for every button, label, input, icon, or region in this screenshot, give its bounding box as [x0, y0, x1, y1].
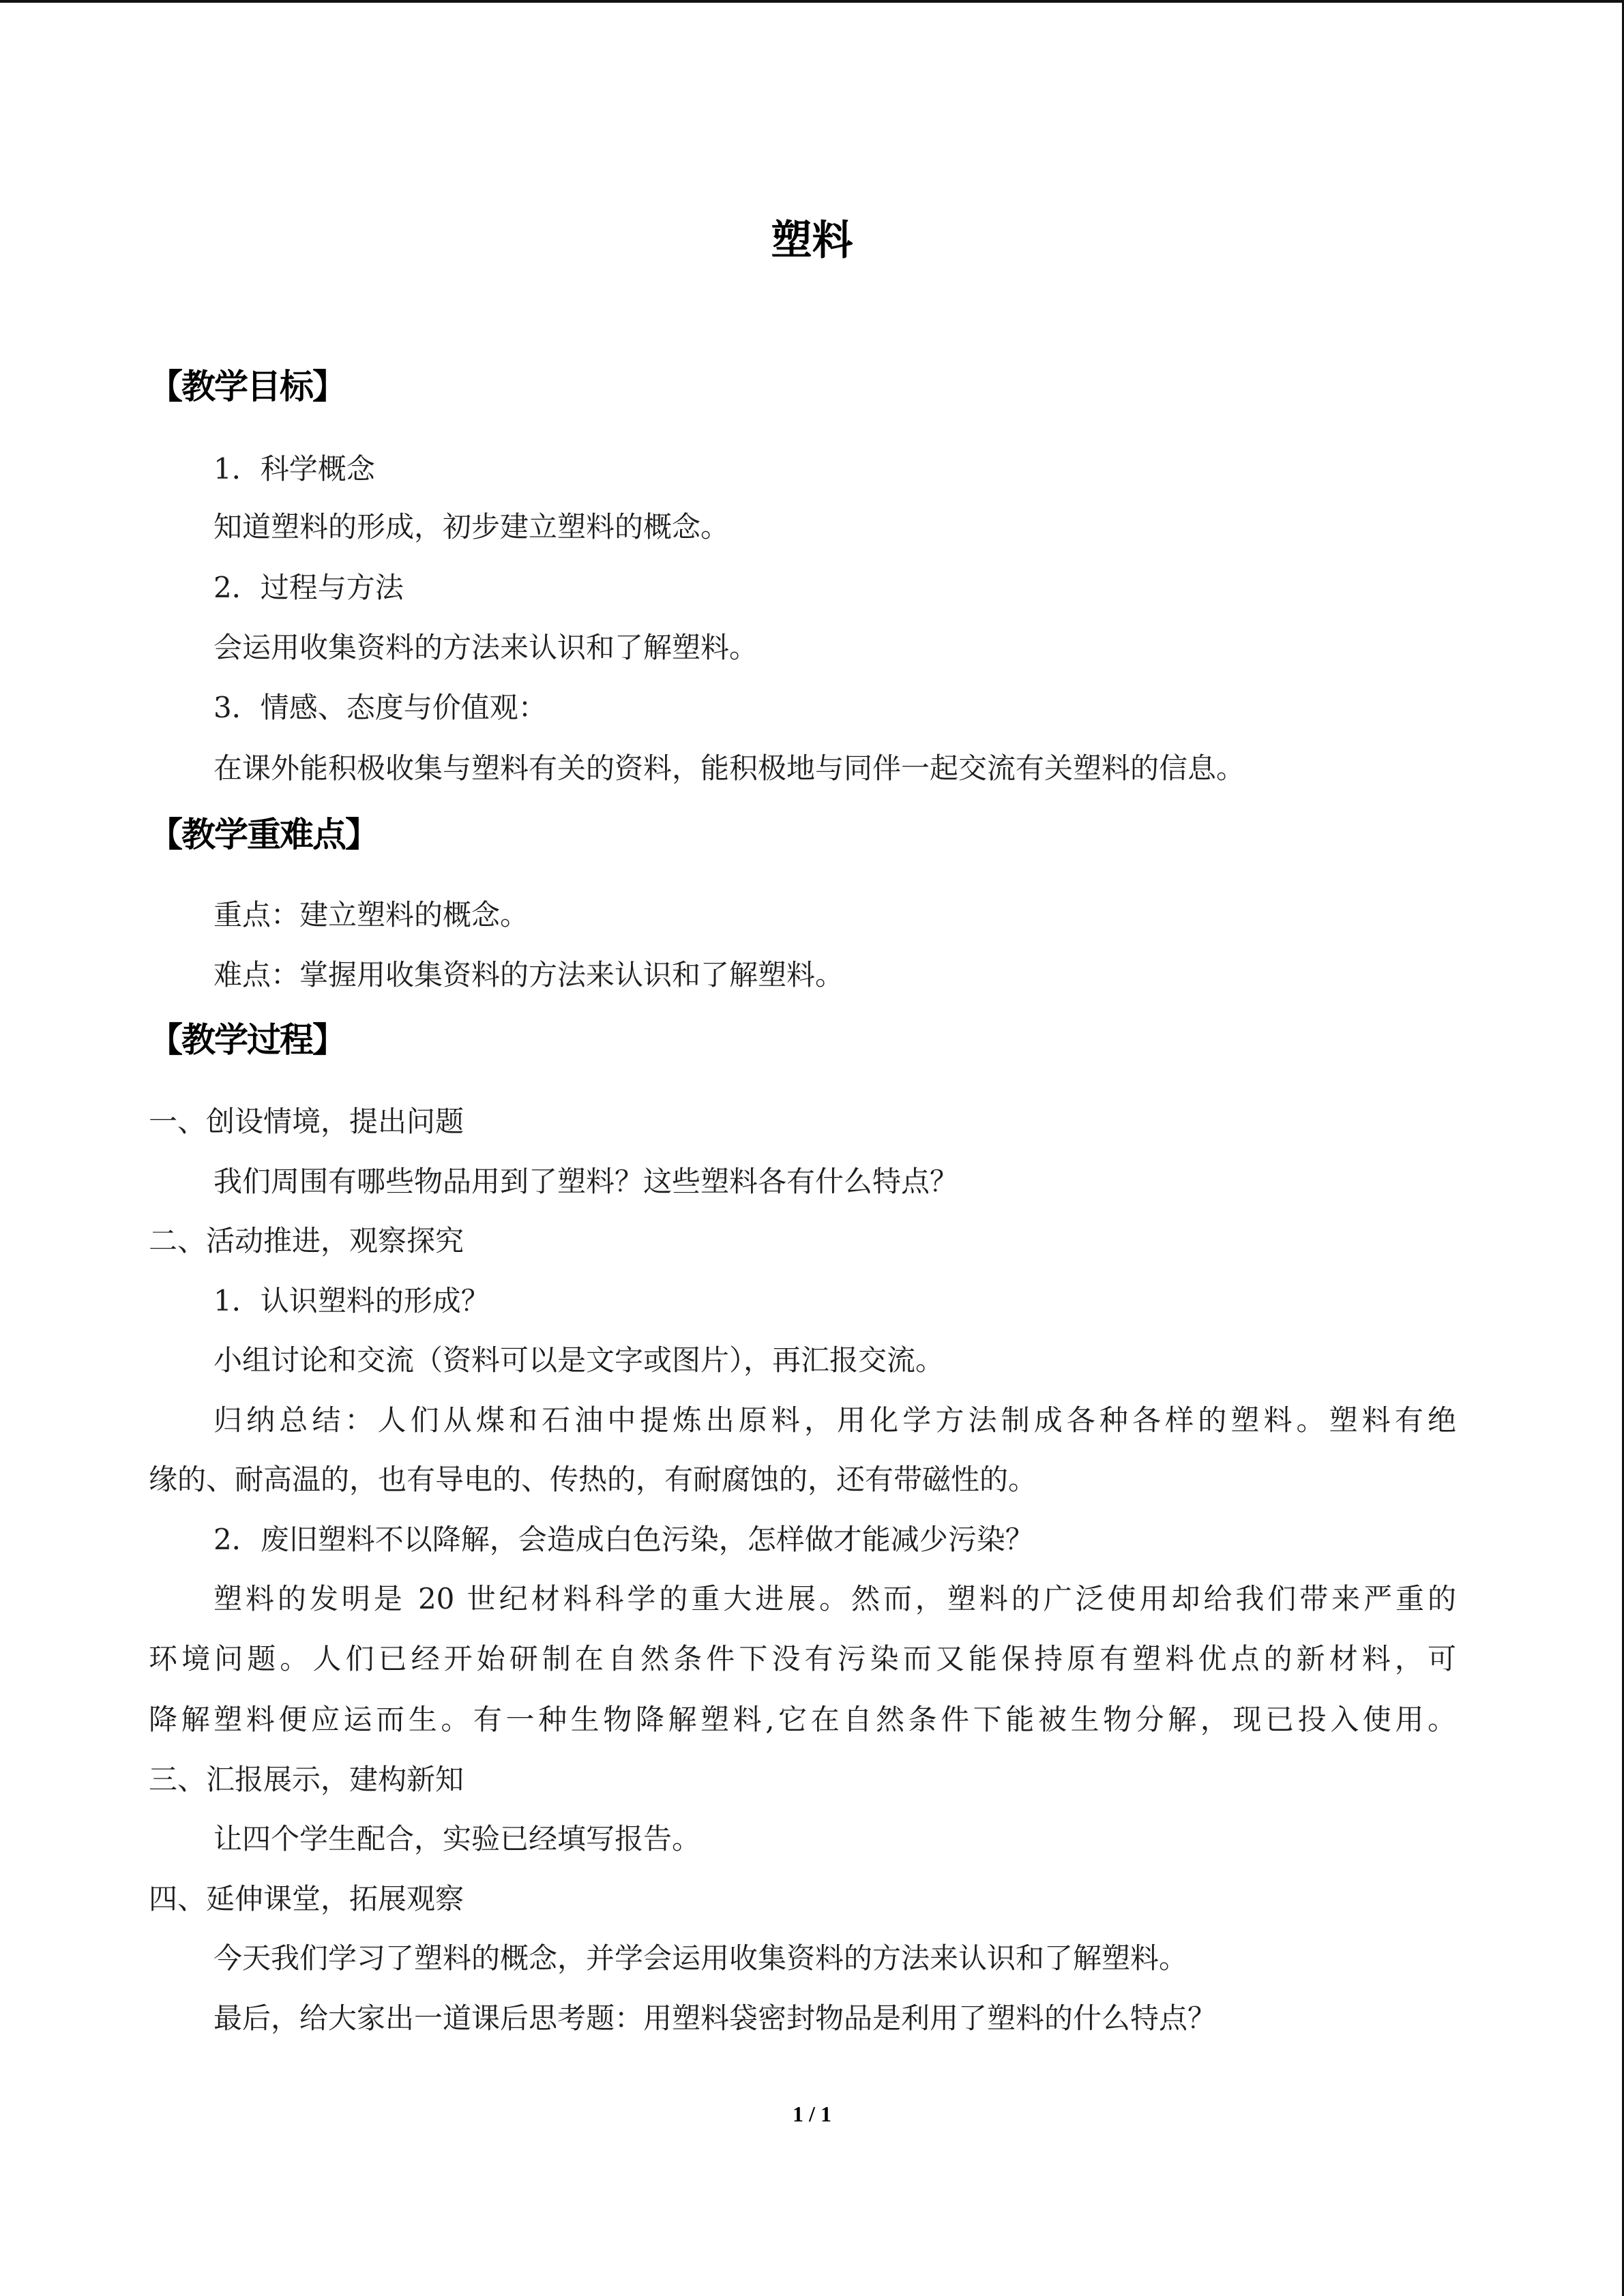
objective-item-1-title: 1．科学概念 — [213, 452, 375, 486]
process-step-4-title: 四、延伸课堂，拓展观察 — [149, 1882, 464, 1915]
process-step-2-sub-1-title: 1．认识塑料的形成？ — [213, 1284, 490, 1317]
process-step-2-title: 二、活动推进，观察探究 — [149, 1224, 464, 1257]
objective-item-3-title: 3．情感、态度与价值观： — [213, 691, 547, 724]
process-step-2-sub-2-title: 2．废旧塑料不以降解，会造成白色污染，怎样做才能减少污染？ — [213, 1523, 1034, 1556]
process-step-1-title: 一、创设情境，提出问题 — [149, 1105, 464, 1138]
process-step-4-homework-question: 最后，给大家出一道课后思考题：用塑料袋密封物品是利用了塑料的什么特点？ — [213, 2001, 1217, 2035]
document-title: 塑料 — [771, 217, 853, 265]
section-heading-process: 【教学过程】 — [149, 1019, 345, 1060]
process-step-2-sub-2-text-line-3: 降解塑料便应运而生。有一种生物降解塑料,它在自然条件下能被生物分解，现已投入使用。 — [149, 1703, 1456, 1736]
objective-item-2-title: 2．过程与方法 — [213, 571, 404, 604]
objective-item-3-text: 在课外能积极收集与塑料有关的资料，能积极地与同伴一起交流有关塑料的信息。 — [213, 751, 1245, 785]
key-point-focus: 重点：建立塑料的概念。 — [213, 898, 529, 931]
process-step-2-sub-1-summary-line-2: 缘的、耐高温的，也有导电的、传热的，有耐腐蚀的，还有带磁性的。 — [149, 1463, 1037, 1496]
process-step-3-text: 让四个学生配合，实验已经填写报告。 — [213, 1822, 701, 1855]
objective-item-1-text: 知道塑料的形成，初步建立塑料的概念。 — [213, 510, 730, 543]
objective-item-2-text: 会运用收集资料的方法来认识和了解塑料。 — [213, 631, 758, 664]
section-heading-key-points: 【教学重难点】 — [149, 814, 378, 854]
page-number-indicator: 1 / 1 — [793, 2102, 831, 2126]
process-step-3-title: 三、汇报展示，建构新知 — [149, 1763, 464, 1796]
process-step-4-summary: 今天我们学习了塑料的概念，并学会运用收集资料的方法来认识和了解塑料。 — [213, 1941, 1188, 1975]
process-step-2-sub-1-discussion: 小组讨论和交流（资料可以是文字或图片），再汇报交流。 — [213, 1343, 945, 1377]
section-heading-objectives: 【教学目标】 — [149, 366, 345, 406]
process-step-2-sub-2-text-line-1: 塑料的发明是 20 世纪材料科学的重大进展。然而，塑料的广泛使用却给我们带来严重的 — [213, 1582, 1456, 1615]
process-step-1-text: 我们周围有哪些物品用到了塑料？这些塑料各有什么特点？ — [213, 1165, 959, 1198]
process-step-2-sub-2-text-line-2: 环境问题。人们已经开始研制在自然条件下没有污染而又能保持原有塑料优点的新材料，可 — [149, 1642, 1456, 1675]
page-frame-top-border — [0, 0, 1624, 3]
key-point-difficulty: 难点：掌握用收集资料的方法来认识和了解塑料。 — [213, 958, 844, 992]
process-step-2-sub-1-summary-line-1: 归纳总结：人们从煤和石油中提炼出原料，用化学方法制成各种各样的塑料。塑料有绝 — [213, 1403, 1456, 1437]
